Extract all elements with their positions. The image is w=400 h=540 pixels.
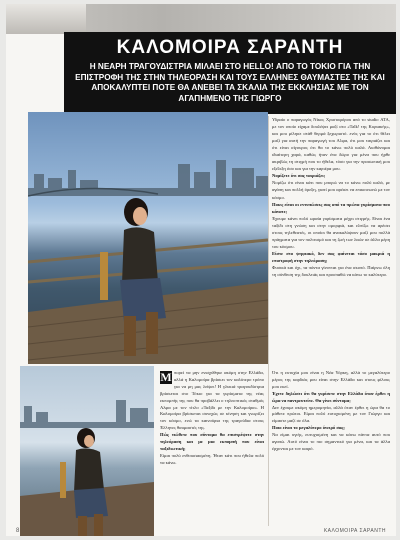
- footer-note: ΚΑΛΟΜΟΙΡΑ ΣΑΡΑΝΤΗ: [323, 528, 386, 534]
- inset-photo: [20, 366, 154, 536]
- article-column-bottom: [160, 370, 264, 534]
- page-subtitle: Η ΝΕΑΡΗ ΤΡΑΓΟΥΔΙΣΤΡΙΑ ΜΙΛΑΕΙ ΣΤΟ HELLO! ΑΠΟ ΤΟ ΤΟΚΙΟ ΓΙΑ ΤΗΝ ΕΠΙΣΤΡΟΦΗ ΤΗΣ ΣΤΗΝ ΤΗΛΕΟΡΑΣΗ ΚΑΙ ΤΟΥΣ ΕΛΛΗΝΕΣ ΘΑΥΜΑΣΤΕΣ ΤΗΣ ΚΑΙ ΑΠΟΚΑΛΥΠΤΕΙ ΠΟΤΕ ΘΑ ΑΝΕΒΕΙ ΤΑ ΣΚΑΛΙΑ ΤΗΣ ΕΚΚΛΗΣΙΑΣ ΜΕ ΤΟΝ ΑΓΑΠΗΜΕΝΟ ΤΗΣ ΓΙΩΡΓΟ: [75, 62, 385, 103]
- page-title: ΚΑΛΟΜΟΙΡΑ ΣΑΡΑΝΤΗ: [116, 37, 344, 58]
- paragraph: Υδραίο ο παραγωγός Νίκος Χριστοφόρου από το studio ΑΤΑ, με τον οποίο είχαμε δουλέψει μαζί στο «Talk! της Κυριακής», και μου μίλησε στάθ θερμά ξεχωριστό. ενός για το ότι θέλει μαζί για αυτή την παραγωγή του Αλφα, ότι μου ταιριάζει και ότι είναι σίγουρος ότι θα το κάνω πολύ καλά. Αισθάνομαι ιδιαίτερη χαρά, καθώς ήταν ένα δώρο για μένα που ήρθε ακριβώς τη στιγμή που το ήθελα, τόσο για την προσωπική μου εξέλιξη όσο και για την καριέρα μου.: [272, 117, 390, 172]
- magazine-page: [6, 4, 396, 536]
- question: Ποιες είναι οι εντυπώσεις σας από τα πρώτα γυρίσματα που κάνατε;: [272, 201, 390, 214]
- main-photo-illustration: [28, 112, 268, 364]
- drop-cap: Μ: [160, 370, 172, 384]
- question: Έχετε δηλώσει ότι θα γυρίσετε στην Ελλάδα όταν έρθει η ώρα να παντρευτείτε. Θα γίνει σύντομα;: [272, 390, 390, 403]
- question: Πώς νιώθετε που σύντομα θα επιστρέψετε στην τηλεόραση και με μια εκπομπή που είναι ταξιδιωτική;: [160, 432, 264, 451]
- paragraph: Νομίζω ότι είναι κάτι που μπορώ να το κάνω πολύ καλά, με αγάπη και πολλή όρεξη, γιατί μου αρέσει να επικοινωνώ με τον κόσμο.: [272, 180, 390, 200]
- page-number: 8: [16, 528, 20, 534]
- column-divider: [268, 116, 269, 526]
- paragraph: Ότι η ευτυχία μου είναι η Νέα Υόρκη, αλλά το μεγαλύτερο μέρος της καρδιάς μου είναι στην Ελλάδα και στους φίλους μου εκεί.: [272, 370, 390, 389]
- question: Ποιο είναι το μεγαλύτερο όνειρό σας;: [272, 425, 345, 431]
- question: Νομίζετε ότι σας ταιριάζει;: [272, 173, 326, 179]
- paragraph: Είμαι πολύ ενθουσιασμένη. Ήταν κάτι που ήθελα πολύ να κάνω.: [160, 452, 264, 465]
- main-photo: [28, 112, 268, 364]
- article-header: [64, 32, 396, 114]
- paragraph: πορεί να μην ενισχύθηκε ακόμη στην Ελλάδα, αλλά η Καλομοίρα βρίσκει τον καλύτερο τρόπο για να μη μας λείψει! Η γλυκιά τραγουδίστρια βρίσκεται στο Τόκιο για τα γυρίσματα της νέας εκπομπής της που θα προβάλλει ο τηλεοπτικός σταθμός Αλφα με τον τίτλο «Ταξίδι με την Καλομοίρα». Η Καλομοίρα βρίσκεται συνεχώς σε κίνηση και γνωρίζει τον κόσμο, ενώ τα καινούρια της τραγούδια στους Έλληνες θαυμαστές της.: [160, 370, 264, 431]
- question: Είστε στο ψηφιακό, δεν σας φαίνεται τόσο μακριά η επιστροφή στην τηλεόραση;: [272, 250, 390, 263]
- paragraph: Δεν έχουμε ακόμη ημερομηνία, αλλά όταν έρθει η ώρα θα το μάθετε πρώτοι. Είμαι πολύ ευτυχισμένη με τον Γιώργο και είμαστε μαζί σε όλα.: [272, 404, 390, 424]
- paragraph: Έχουμε κάνει πολύ ωραία γυρίσματα μέχρι στιγμής. Είναι ένα ταξίδι στη γνώση και στην ομορφιά, και ελπίζω να αρέσει στους τηλεθεατές, οι οποίοι θα ανακαλύψουν μαζί μου πολλά πράγματα για τον πολιτισμό και τη ζωή των λαών σε άλλα μέρη του κόσμου.: [272, 215, 390, 249]
- header-image-strip: [6, 4, 396, 34]
- inset-photo-illustration: [20, 366, 154, 536]
- paragraph: Φυσικά και όχι, τα πάντα γίνονται για ένα σκοπό. Παίρνω όλη τη σύνθεση της δουλειάς και προσπαθώ να κάνω το καλύτερο.: [272, 264, 390, 278]
- paragraph: Να είμαι υγιής, ευτυχισμένη και να κάνω πάντα αυτό που αγαπώ. Αυτό είναι το πιο σημαντικό για μένα, και τα άλλα έρχονται με τον καιρό.: [272, 432, 390, 451]
- article-column-right-lower: [272, 370, 390, 520]
